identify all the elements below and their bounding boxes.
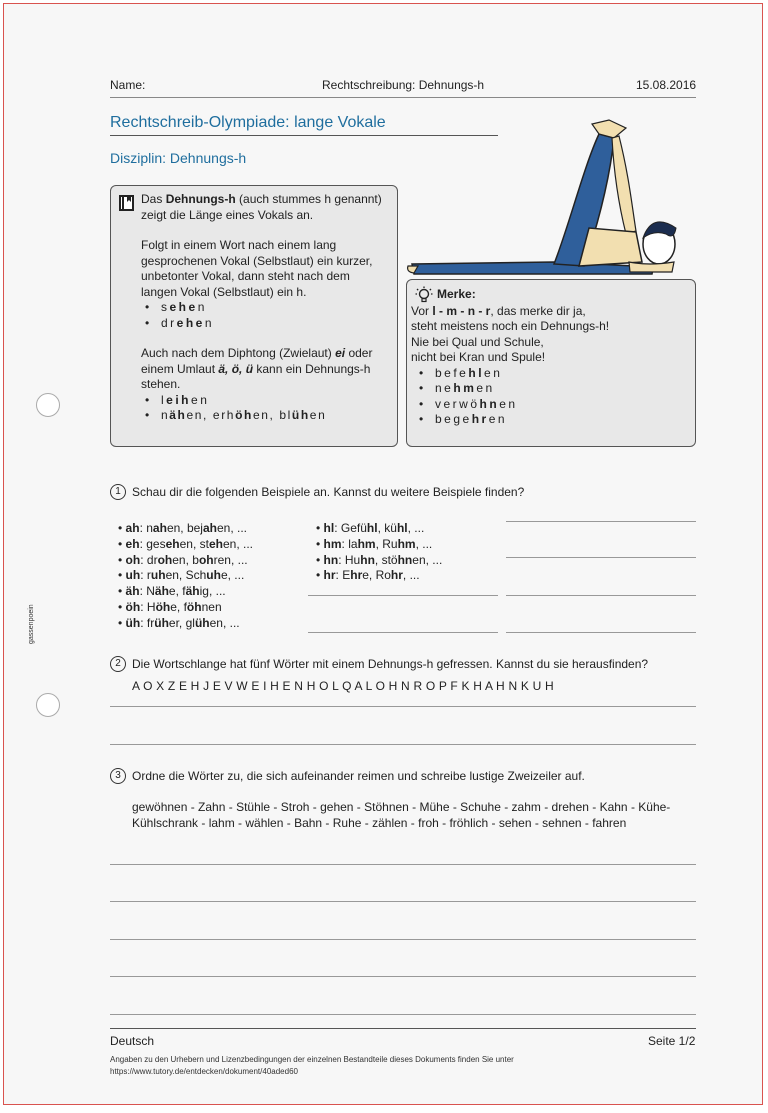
merke-box — [406, 279, 696, 447]
question-number: 1 — [110, 484, 126, 500]
answer-line[interactable] — [110, 706, 696, 707]
list-item: • nehmen — [415, 381, 687, 397]
example-row: • üh: früher, glühen, ... — [118, 615, 240, 630]
side-credit: gassenpoein — [28, 604, 35, 644]
merke-line-4: nicht bei Kran und Spule! — [411, 350, 546, 364]
example-row: • ah: nahen, bejahen, ... — [118, 521, 248, 535]
page-subtitle: Disziplin: Dehnungs-h — [110, 150, 247, 166]
writing-line[interactable] — [110, 1014, 696, 1015]
list-item: • drehen — [141, 316, 389, 332]
merke-label: Merke: — [437, 287, 476, 301]
answer-line[interactable] — [308, 632, 498, 633]
answer-line[interactable] — [506, 557, 696, 558]
list-item: • befehlen — [415, 366, 687, 382]
merke-line-2: steht meistens noch ein Dehnungs-h! — [411, 319, 610, 333]
question-2-text: Die Wortschlange hat fünf Wörter mit einem Dehnungs-h gefressen. Kannst du sie herausfinden? — [132, 657, 649, 671]
answer-line[interactable] — [308, 595, 498, 596]
examples-column-vowels — [118, 521, 253, 632]
book-icon — [119, 195, 134, 216]
punch-hole — [36, 693, 60, 717]
answer-line[interactable] — [110, 744, 696, 745]
list-item: • sehen — [141, 300, 389, 316]
example-row: • hr: Ehre, Rohr, ... — [316, 568, 420, 583]
name-label: Name: — [110, 78, 146, 92]
footer-url[interactable]: https://www.tutory.de/entdecken/dokument/40aded60 — [110, 1067, 298, 1076]
answer-line[interactable] — [506, 521, 696, 522]
info-intro: Das Dehnungs-h (auch stummes h genannt) zeigt die Länge eines Vokals an. — [141, 192, 382, 222]
list-item: • nähen, erhöhen, blühen — [141, 408, 389, 424]
footer-page-number: Seite 1/2 — [648, 1034, 696, 1048]
question-1-text: Schau dir die folgenden Beispiele an. Kannst du weitere Beispiele finden? — [132, 485, 525, 499]
merke-line-1: Vor l - m - n - r, das merke dir ja, — [411, 303, 586, 318]
example-row: • öh: Höhe, föhnen — [118, 599, 222, 614]
example-row: • äh: Nähe, fähig, ... — [118, 584, 226, 599]
list-item: • leihen — [141, 393, 389, 409]
word-snake: A O X Z E H J E V W E I H E N H O L Q A L O H N R O P F K H A H N K U H — [132, 679, 554, 693]
writing-line[interactable] — [110, 864, 696, 865]
example-row: • hl: Gefühl, kühl, ... — [316, 521, 425, 535]
example-row: • eh: gesehen, stehen, ... — [118, 536, 254, 551]
question-3-text: Ordne die Wörter zu, die sich aufeinander reimen und schreibe lustige Zweizeiler auf. — [132, 769, 585, 783]
info-box — [110, 185, 398, 447]
footer-rule — [110, 1028, 696, 1029]
word-list-line-2: Kühlschrank - lahm - wählen - Bahn - Ruhe - zählen - froh - fröhlich - sehen - sehnen - fahren — [132, 816, 627, 830]
footer-subject: Deutsch — [110, 1034, 155, 1048]
date-label: 15.08.2016 — [636, 78, 697, 92]
info-paragraph-diphtong: Auch nach dem Diphtong (Zwielaut) ei oder einem Umlaut ä, ö, ü kann ein Dehnungs-h stehen. — [141, 346, 373, 391]
question-number: 3 — [110, 768, 126, 784]
writing-line[interactable] — [110, 901, 696, 902]
writing-line[interactable] — [110, 939, 696, 940]
punch-hole — [36, 393, 60, 417]
page-title: Rechtschreib-Olympiade: lange Vokale — [110, 114, 386, 131]
stretching-person-illustration — [404, 116, 694, 276]
list-item: • begehren — [415, 412, 687, 428]
merke-line-3: Nie bei Qual und Schule, — [411, 334, 544, 349]
word-list-line-1: gewöhnen - Zahn - Stühle - Stroh - gehen - Stöhnen - Mühe - Schuhe - zahm - drehen - Kahn - Kühe- — [132, 800, 671, 814]
info-paragraph: Folgt in einem Wort nach einem lang gesprochenen Vokal (Selbstlaut) ein kurzer, unbetonter Vokal, dann steht nach dem langen Vokal (Selbstlaut) ein h. — [141, 238, 373, 299]
lightbulb-icon — [415, 286, 433, 309]
worksheet-page — [3, 3, 763, 1105]
question-number: 2 — [110, 656, 126, 672]
example-row: • oh: drohen, bohren, ... — [118, 552, 248, 567]
answer-line[interactable] — [506, 632, 696, 633]
example-row: • hm: lahm, Ruhm, ... — [316, 536, 433, 551]
example-list — [141, 393, 389, 424]
topic-label: Rechtschreibung: Dehnungs-h — [322, 78, 485, 92]
example-row: • uh: ruhen, Schuhe, ... — [118, 568, 245, 583]
writing-line[interactable] — [110, 976, 696, 977]
example-list — [141, 300, 389, 331]
list-item: • verwöhnen — [415, 397, 687, 413]
merke-example-list — [415, 366, 687, 428]
examples-column-consonants — [316, 521, 442, 584]
header-rule — [110, 97, 696, 98]
example-row: • hn: Huhn, stöhnen, ... — [316, 552, 443, 567]
footer-credits: Angaben zu den Urhebern und Lizenzbedingungen der einzelnen Bestandteile dieses Dokuments finden Sie unter — [110, 1055, 514, 1064]
answer-line[interactable] — [506, 595, 696, 596]
